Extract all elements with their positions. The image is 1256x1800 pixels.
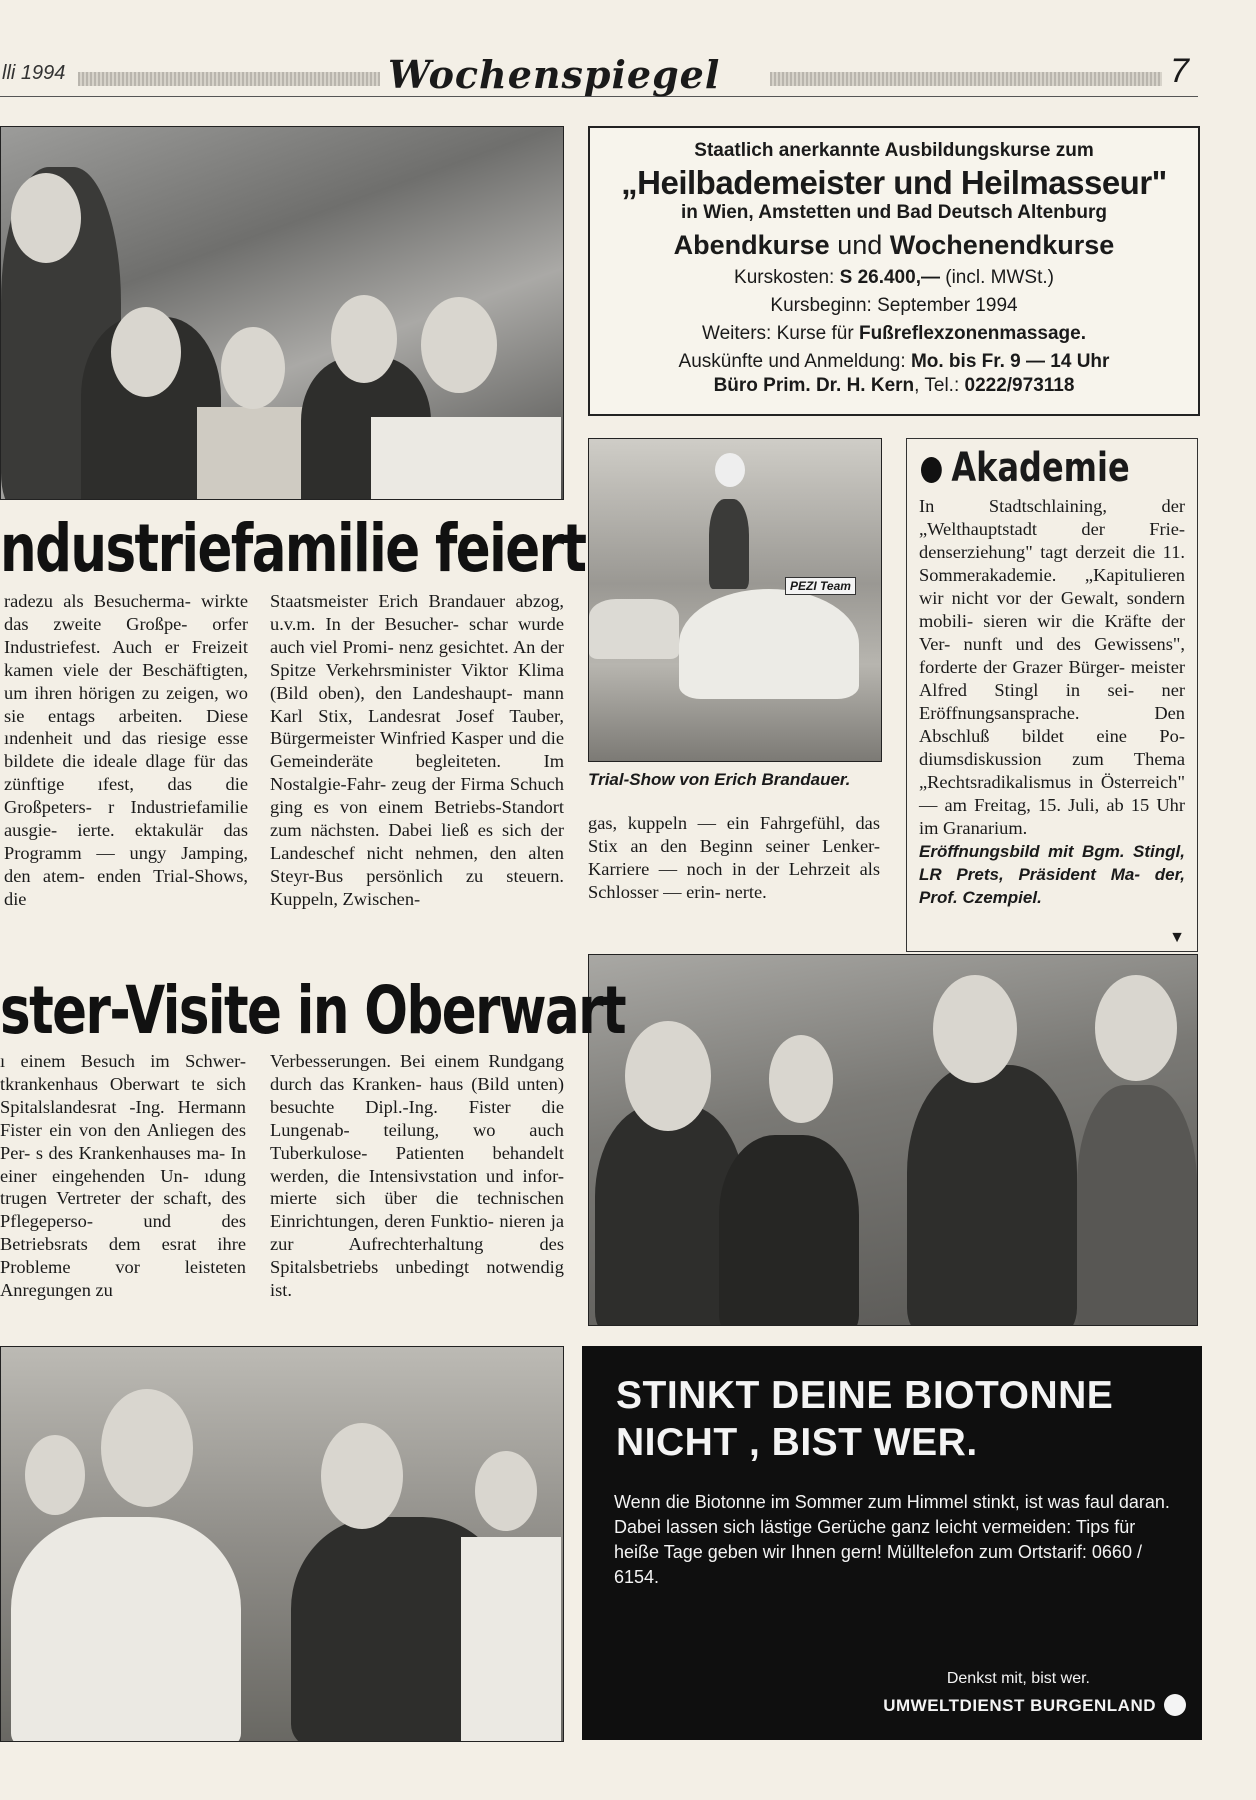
bullet-dot-icon	[921, 457, 942, 483]
photo-trial-show	[588, 438, 882, 762]
header-page-number: 7	[1170, 52, 1189, 90]
akademie-caption: Eröffnungsbild mit Bgm. Stingl, LR Prets, Präsident Ma- der, Prof. Czempiel.	[919, 842, 1185, 907]
akademie-heading	[921, 445, 1130, 491]
recycle-logo-icon	[1164, 1694, 1186, 1716]
course-ad-cost	[590, 267, 1198, 289]
photo-akademie-opening	[588, 954, 1198, 1326]
course-ad-more	[590, 323, 1198, 345]
course-ad-tel-value: 0222/973118	[964, 375, 1075, 396]
header-date: lli 1994	[2, 62, 66, 84]
biotonne-ad-body: Wenn die Biotonne im Sommer zum Himmel stinkt, ist was faul daran. Dabei lassen sich lästige Gerüche ganz leicht vermeiden: Tips für heiße Tage geben wir Ihnen gern! Mülltelefon zum Ortstarif: 0660 / 6154.	[614, 1492, 1170, 1587]
course-ad-info-label: Auskünfte und Anmeldung:	[678, 351, 911, 372]
akademie-heading-text: Akademie	[951, 445, 1130, 491]
trial-show-caption: Trial-Show von Erich Brandauer.	[588, 770, 851, 789]
biotonne-ad-organisation: UMWELTDIENST BURGENLAND	[883, 1696, 1156, 1715]
trial-sign: PEZI Team	[785, 577, 856, 595]
akademie-box	[906, 438, 1198, 952]
photo-hospital-visit	[0, 1346, 564, 1742]
course-ad-more-label: Weiters: Kurse für	[701, 323, 859, 344]
course-ad-title: „Heilbademeister und Heilmasseur"	[621, 164, 1167, 201]
akademie-text-wrap	[919, 495, 1185, 909]
course-ad-evening: Abendkurse	[673, 230, 830, 260]
article1-column-2: Staatsmeister Erich Brandauer abzog, u.v.m. In der Besucher- schar wurde auch viel Promi- nenz gesichtet. An der Spitze Verkehrsminister Viktor Klima (Bild oben), den Landeshaupt- mann Karl Stix, Landesrat Josef Tauber, Bürgermeister Winfried Kasper und die Gemeinderäte begleiteten. Im Nostalgie-Fahr- zeug der Firma Schuch ging es von einem Betriebs-Standort zum nächsten. Dabei ließ es sich der Landeschef nicht nehmen, den alten Steyr-Bus persönlich zu steuern. Kuppeln, Zwischen-	[270, 591, 564, 909]
article2-headline: ster-Visite in Oberwart	[0, 972, 626, 1049]
course-ad-cost-label: Kurskosten:	[734, 267, 840, 288]
article2-column-2: Verbesserungen. Bei einem Rundgang durch das Kranken- haus (Bild unten) besuchte Dipl.-Ing. Fister die Lungenab- teilung, wo auch Tuberkulose- Patienten behandelt werden, die Intensivstation und infor- mierte sich über die technischen Einrichtungen, deren Funktio- nieren ja zur Aufrechterhaltung des Spitalsbetriebs unbedingt notwendig ist.	[270, 1051, 564, 1301]
biotonne-ad	[582, 1346, 1202, 1740]
course-ad-cost-value: S 26.400,—	[839, 267, 940, 288]
course-ad-cost-note: (incl. MWSt.)	[939, 267, 1054, 288]
article1-column-1: radezu als Besucherma- wirkte das zweite Großpe- orfer Industriefest. Auch er Freizeit kamen viele der Beschäftigten, um ihren hörigen zu zeigen, wo sie entags arbeiten. Diese ındenheit und das riesige esse bildete die ideale dlage für das zünftige ıfest, das die Großpeters- r Industriefamilie ausgie- ierte. ektakulär das Programm — ungy Jamping, den atem- enden Trial-Shows, die	[4, 591, 248, 909]
course-ad-types	[590, 230, 1198, 261]
biotonne-ad-headline: STINKT DEINE BIOTONNE NICHT , BIST WER.	[616, 1374, 1114, 1464]
photo-industry-fest	[0, 126, 564, 500]
course-ad-weekend: Wochenendkurse	[889, 230, 1115, 260]
header-masthead: Wochenspiegel	[388, 52, 721, 97]
course-ad-and: und	[829, 230, 890, 260]
biotonne-ad-slogan: Denkst mit, bist wer.	[946, 1670, 1090, 1687]
course-ad-locations: in Wien, Amstetten und Bad Deutsch Altenburg	[681, 202, 1107, 223]
header-rule-left	[78, 72, 380, 86]
course-ad-start: Kursbeginn: September 1994	[770, 295, 1018, 316]
course-ad-contact	[590, 375, 1198, 397]
article1-headline: ndustriefamilie feiert	[0, 510, 586, 587]
header-rule-right	[770, 72, 1162, 86]
course-ad-info	[590, 351, 1198, 373]
down-arrow-icon: ▼	[1169, 929, 1185, 946]
article2-column-1: ı einem Besuch im Schwer- tkrankenhaus Oberwart te sich Spitalslandesrat -Ing. Hermann Fister ein von den Anliegen des Per- s des Krankenhauses ma- In einer eingehenden Un- ıdung trugen Vertreter der schaft, des Pflegeperso- und des Betriebsrats dem esrat ihre Probleme vor leisteten Anregungen zu	[0, 1051, 246, 1301]
course-ad-intro: Staatlich anerkannte Ausbildungskurse zum	[694, 140, 1094, 161]
course-ad-info-value: Mo. bis Fr. 9 — 14 Uhr	[910, 351, 1110, 372]
akademie-body: In Stadtschlaining, der „Welthauptstadt der Frie- denserziehung" tagt derzeit die 11. Sommerakademie. „Kapitulieren wir nicht vor der Gewalt, sondern mobili- sieren wir die Kräfte der Ver- nunft und des Gewissens", forderte der Grazer Bürger- meister Alfred Stingl in sei- ner Eröffnungsansprache. Den Abschluß bildet eine Po- diumsdiskussion zum Thema „Rechtsradikalismus in Österreich" — am Freitag, 15. Juli, ab 15 Uhr im Granarium.	[919, 496, 1185, 838]
course-ad-office: Büro Prim. Dr. H. Kern	[713, 375, 915, 396]
course-ad-more-value: Fußreflexzonenmassage.	[858, 323, 1086, 344]
article1-column-3: gas, kuppeln — ein Fahrgefühl, das Stix an den Beginn seiner Lenker-Karriere — noch in der Lehrzeit als Schlosser — erin- nerte.	[588, 813, 880, 902]
course-ad-tel-label: , Tel.:	[914, 375, 965, 396]
course-ad-box	[588, 126, 1200, 416]
